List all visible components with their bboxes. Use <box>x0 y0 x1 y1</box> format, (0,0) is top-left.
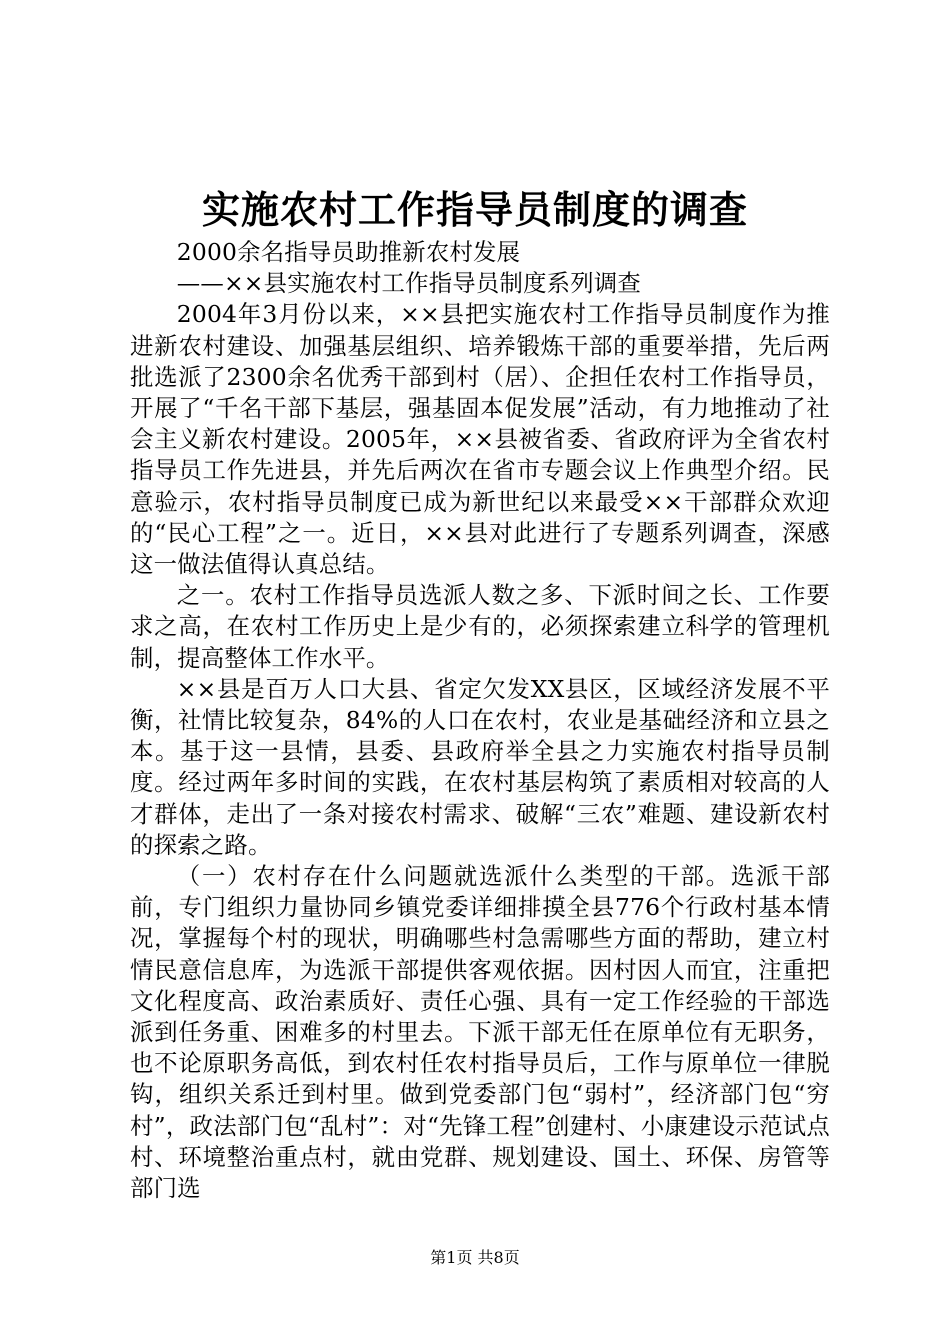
series-subtitle-line: ——××县实施农村工作指导员制度系列调查 <box>176 269 642 298</box>
body-paragraph: 2004年3月份以来，××县把实施农村工作指导员制度作为推进新农村建设、加强基层组织、培养锻炼干部的重要举措，先后两批选派了2300余名优秀干部到村（居）、企担任农村工作指导员，开展了“千名干部下基层，强基固本促发展”活动，有力地推动了社会主义新农村建设。2005年，××县被省委、省政府评为全省农村指导员工作先进县，并先后两次在省市专题会议上作典型介绍。民意验示，农村指导员制度已成为新世纪以来最受××干部群众欢迎的“民心工程”之一。近日，××县对此进行了专题系列调查，深感这一做法值得认真总结。 <box>130 300 830 579</box>
subtitle-line: 2000余名指导员助推新农村发展 <box>176 238 521 266</box>
document-body <box>130 237 830 1204</box>
document-title: 实施农村工作指导员制度的调查 <box>201 187 748 232</box>
body-paragraph: 之一。农村工作指导员选派人数之多、下派时间之长、工作要求之高，在农村工作历史上是少有的，必须探索建立科学的管理机制，提高整体工作水平。 <box>130 581 830 672</box>
body-paragraph: （一）农村存在什么问题就选派什么类型的干部。选派干部前，专门组织力量协同乡镇党委详细排摸全县776个行政村基本情况，掌握每个村的现状，明确哪些村急需哪些方面的帮助，建立村情民意信息库，为选派干部提供客观依据。因村因人而宜，注重把文化程度高、政治素质好、责任心强、具有一定工作经验的干部选派到任务重、困难多的村里去。下派干部无任在原单位有无职务，也不论原职务高低，到农村任农村指导员后，工作与原单位一律脱钩，组织关系迁到村里。做到党委部门包“弱村”，经济部门包“穷村”，政法部门包“乱村”：对“先锋工程”创建村、小康建设示范试点村、环境整治重点村，就由党群、规划建设、国土、环保、房管等部门选 <box>130 862 830 1203</box>
page-number-footer: 第1页 共8页 <box>430 1248 520 1267</box>
body-paragraph: ××县是百万人口大县、省定欠发XX县区，区域经济发展不平衡，社情比较复杂，84%的人口在农村，农业是基础经济和立县之本。基于这一县情，县委、县政府举全县之力实施农村指导员制度。经过两年多时间的实践，在农村基层构筑了素质相对较高的人才群体，走出了一条对接农村需求、破解“三农”难题、建设新农村的探索之路。 <box>130 674 830 859</box>
